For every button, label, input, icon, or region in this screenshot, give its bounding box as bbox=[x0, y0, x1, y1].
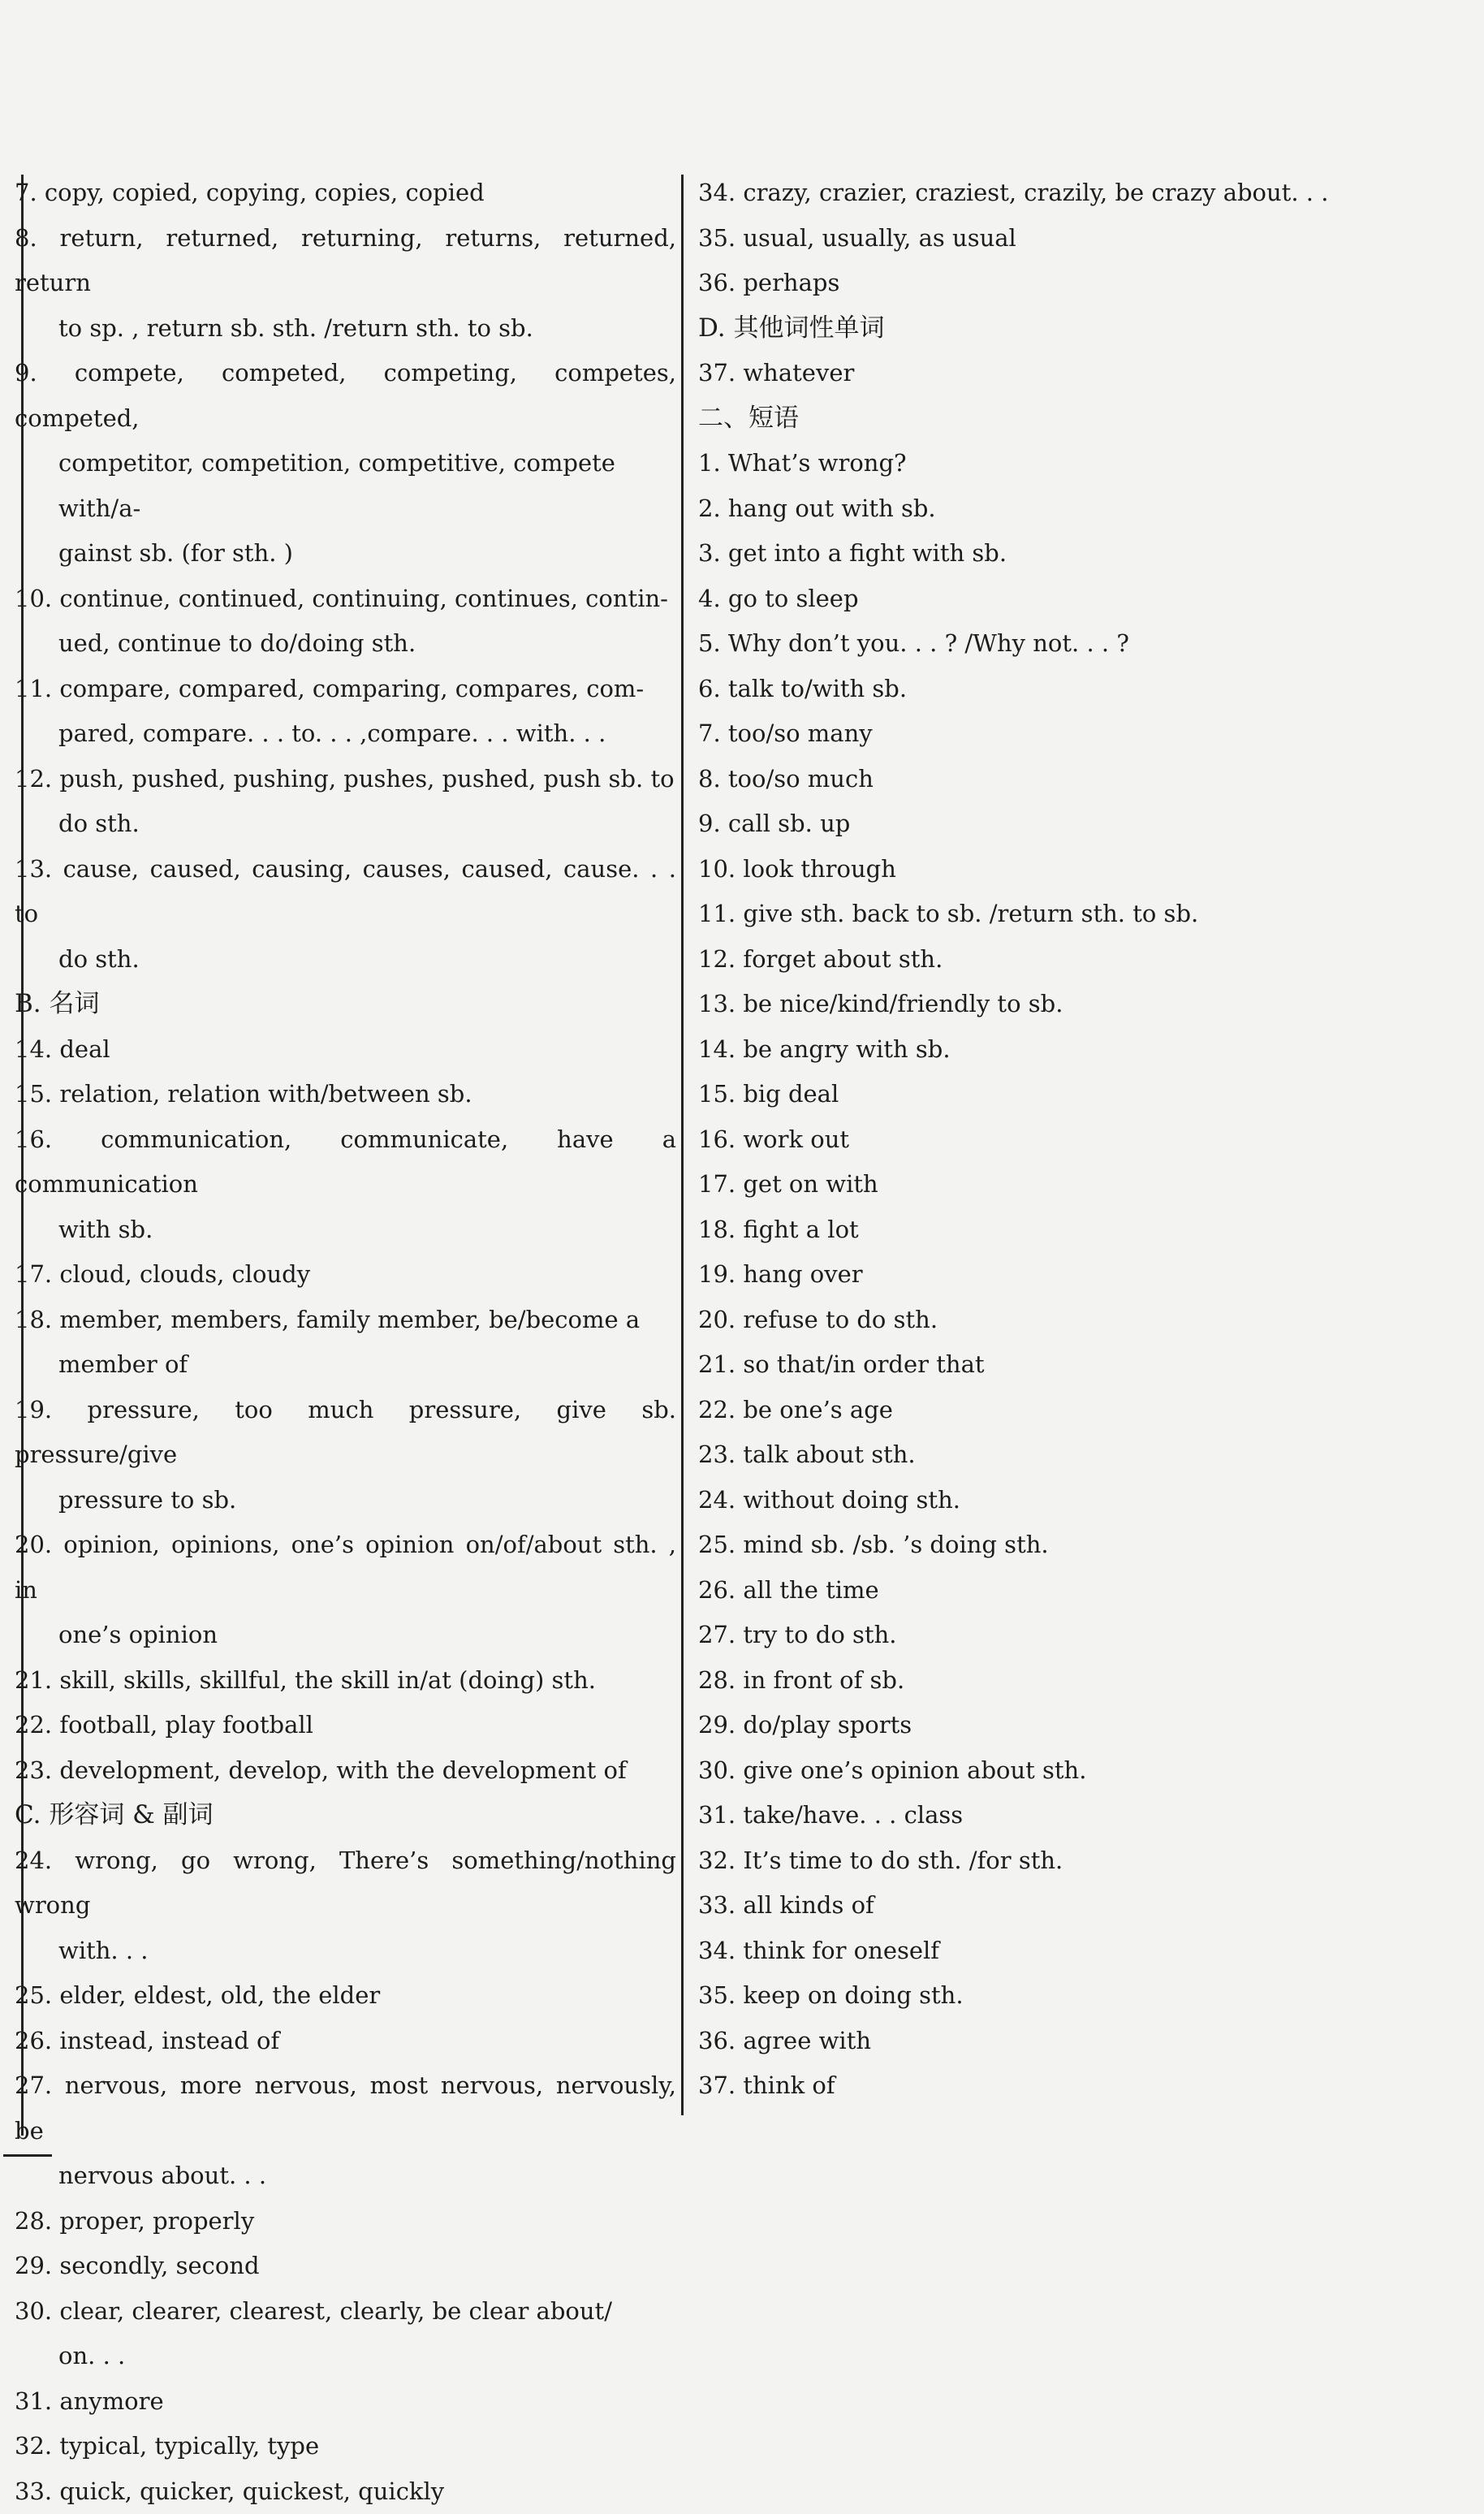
list-item: 27. try to do sth. bbox=[698, 1613, 1445, 1658]
list-item: 31. anymore bbox=[15, 2379, 676, 2425]
left-column bbox=[15, 171, 676, 2514]
right-column bbox=[698, 171, 1445, 2109]
list-item: 23. talk about sth. bbox=[698, 1432, 1445, 1478]
list-item: 17. cloud, clouds, cloudy bbox=[15, 1252, 676, 1298]
list-item: 19. hang over bbox=[698, 1252, 1445, 1298]
list-item: 14. deal bbox=[15, 1027, 676, 1073]
list-item: 9. call sb. up bbox=[698, 801, 1445, 847]
list-item: 22. football, play football bbox=[15, 1703, 676, 1748]
list-item: 21. so that/in order that bbox=[698, 1342, 1445, 1388]
footer-rule bbox=[3, 2154, 52, 2157]
list-item: 31. take/have. . . class bbox=[698, 1793, 1445, 1838]
list-item: 12. push, pushed, pushing, pushes, pushed, push sb. to do sth. bbox=[15, 757, 676, 847]
list-item: 27. nervous, more nervous, most nervous, nervously, be nervous about. . . bbox=[15, 2063, 676, 2199]
list-item: 28. in front of sb. bbox=[698, 1658, 1445, 1704]
list-item: 35. keep on doing sth. bbox=[698, 1973, 1445, 2019]
list-item: 12. forget about sth. bbox=[698, 937, 1445, 983]
list-item: 8. return, returned, returning, returns, returned, return to sp. , return sb. sth. /return sth. to sb. bbox=[15, 216, 676, 352]
list-item: 36. perhaps bbox=[698, 261, 1445, 306]
list-item: 33. all kinds of bbox=[698, 1883, 1445, 1929]
list-item: 24. wrong, go wrong, There’s something/nothing wrong with. . . bbox=[15, 1838, 676, 1974]
section-heading-adjectives-adverbs: C. 形容词 & 副词 bbox=[15, 1793, 676, 1838]
list-item: 30. clear, clearer, clearest, clearly, be clear about/ on. . . bbox=[15, 2289, 676, 2379]
list-item: 25. mind sb. /sb. ’s doing sth. bbox=[698, 1523, 1445, 1568]
list-item: 10. look through bbox=[698, 847, 1445, 892]
list-item: 11. compare, compared, comparing, compares, com- pared, compare. . . to. . . ,compare. . . with. . . bbox=[15, 667, 676, 757]
list-item: 4. go to sleep bbox=[698, 577, 1445, 622]
list-item: 28. proper, properly bbox=[15, 2199, 676, 2244]
list-item: 22. be one’s age bbox=[698, 1388, 1445, 1433]
list-item: 36. agree with bbox=[698, 2019, 1445, 2064]
list-item: 21. skill, skills, skillful, the skill in/at (doing) sth. bbox=[15, 1658, 676, 1704]
list-item: 35. usual, usually, as usual bbox=[698, 216, 1445, 261]
list-item: 26. instead, instead of bbox=[15, 2019, 676, 2064]
list-item: 29. secondly, second bbox=[15, 2244, 676, 2289]
list-item: 37. whatever bbox=[698, 351, 1445, 396]
list-item: 16. work out bbox=[698, 1117, 1445, 1163]
list-item: 34. think for oneself bbox=[698, 1929, 1445, 1974]
list-item: 13. cause, caused, causing, causes, caused, cause. . . to do sth. bbox=[15, 847, 676, 983]
list-item: 1. What’s wrong? bbox=[698, 441, 1445, 486]
list-item: 15. relation, relation with/between sb. bbox=[15, 1072, 676, 1117]
list-item: 26. all the time bbox=[698, 1568, 1445, 1613]
list-item: 9. compete, competed, competing, competes, competed, competitor, competition, competitive, compete with/a- gainst sb. (for sth. ) bbox=[15, 351, 676, 577]
list-item: 7. copy, copied, copying, copies, copied bbox=[15, 171, 676, 216]
list-item: 30. give one’s opinion about sth. bbox=[698, 1748, 1445, 1794]
list-item: 20. opinion, opinions, one’s opinion on/of/about sth. , in one’s opinion bbox=[15, 1523, 676, 1658]
list-item: 34. crazy, crazier, craziest, crazily, be crazy about. . . bbox=[698, 171, 1445, 216]
section-heading-phrases: 二、短语 bbox=[698, 396, 1445, 442]
list-item: 2. hang out with sb. bbox=[698, 486, 1445, 532]
list-item: 37. think of bbox=[698, 2063, 1445, 2109]
list-item: 32. It’s time to do sth. /for sth. bbox=[698, 1838, 1445, 1884]
list-item: 11. give sth. back to sb. /return sth. to sb. bbox=[698, 892, 1445, 937]
section-heading-nouns: B. 名词 bbox=[15, 982, 676, 1027]
list-item: 16. communication, communicate, have a communication with sb. bbox=[15, 1117, 676, 1253]
list-item: 23. development, develop, with the development of bbox=[15, 1748, 676, 1794]
list-item: 3. get into a fight with sb. bbox=[698, 531, 1445, 577]
list-item: 7. too/so many bbox=[698, 711, 1445, 757]
list-item: 17. get on with bbox=[698, 1162, 1445, 1207]
list-item: 18. fight a lot bbox=[698, 1207, 1445, 1253]
list-item: 10. continue, continued, continuing, continues, contin- ued, continue to do/doing sth. bbox=[15, 577, 676, 667]
list-item: 32. typical, typically, type bbox=[15, 2424, 676, 2469]
list-item: 6. talk to/with sb. bbox=[698, 667, 1445, 712]
list-item: 18. member, members, family member, be/become a member of bbox=[15, 1298, 676, 1388]
list-item: 29. do/play sports bbox=[698, 1703, 1445, 1748]
list-item: 19. pressure, too much pressure, give sb. pressure/give pressure to sb. bbox=[15, 1388, 676, 1523]
list-item: 15. big deal bbox=[698, 1072, 1445, 1117]
list-item: 8. too/so much bbox=[698, 757, 1445, 802]
list-item: 25. elder, eldest, old, the elder bbox=[15, 1973, 676, 2019]
list-item: 5. Why don’t you. . . ? /Why not. . . ? bbox=[698, 621, 1445, 667]
column-divider bbox=[681, 175, 684, 2115]
list-item: 13. be nice/kind/friendly to sb. bbox=[698, 982, 1445, 1027]
list-item: 24. without doing sth. bbox=[698, 1478, 1445, 1523]
section-heading-other-words: D. 其他词性单词 bbox=[698, 306, 1445, 352]
list-item: 33. quick, quicker, quickest, quickly bbox=[15, 2469, 676, 2514]
list-item: 14. be angry with sb. bbox=[698, 1027, 1445, 1073]
list-item: 20. refuse to do sth. bbox=[698, 1298, 1445, 1343]
